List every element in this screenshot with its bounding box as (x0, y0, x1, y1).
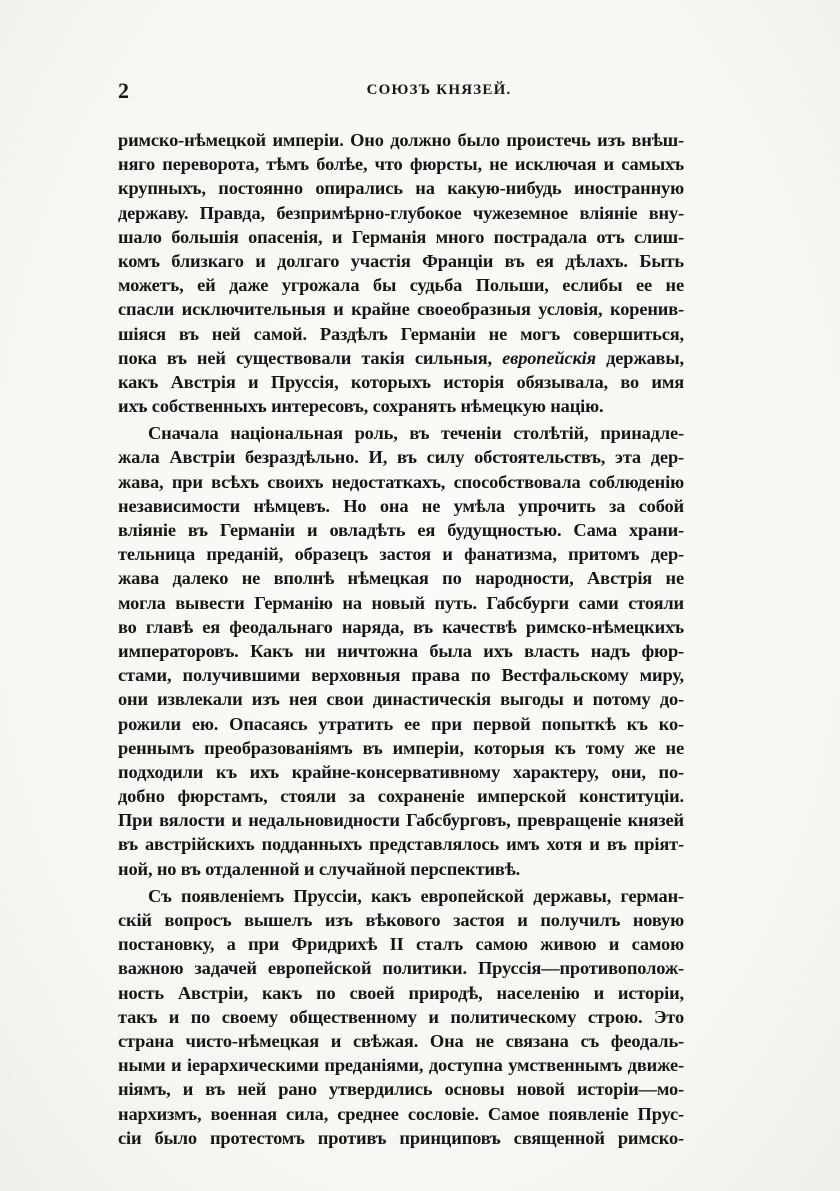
text-line: спасли исключительныя и крайне своеобразныя условія, коренив- (118, 299, 684, 320)
text-line: вліяніе въ Германіи и овладѣть ея будущностью. Сама храни- (118, 520, 684, 540)
paragraph-1 (118, 128, 684, 418)
paragraph-3 (118, 884, 684, 1150)
text-line: стами, получившими верховныя права по Вестфальскому миру, (118, 665, 684, 686)
text-line: такъ и по своему общественному и политическому строю. Это (118, 1006, 684, 1027)
text-line: жала Австріи безраздѣльно. И, въ силу обстоятельствъ, эта дер- (118, 447, 684, 468)
text-line: Сначала національная роль, въ теченіи столѣтій, принадле- (148, 423, 684, 444)
text-line: независимости нѣмцевъ. Но она не умѣла упрочить за собой (118, 495, 684, 516)
running-title: СОЮЗЪ КНЯЗЕЙ. (366, 82, 512, 98)
text-line: нархизмъ, военная сила, среднее сословіе. Самое появленіе Прус- (118, 1103, 684, 1124)
text-line: ихъ собственныхъ интересовъ, сохранять нѣмецкую націю. (118, 396, 604, 417)
text-line: какъ Австрія и Пруссія, которыхъ исторія обязывала, во имя (118, 371, 684, 392)
text-line: пока въ ней существовали такія сильныя, европейскія державы, (118, 347, 684, 368)
text-line: ніямъ, и въ ней рано утвердились основы новой исторіи—мо- (118, 1079, 684, 1100)
text-line: няго переворота, тѣмъ болѣе, что фюрсты, не исключая и самыхъ (118, 154, 684, 175)
text-line: При вялости и недальновидности Габсбурговъ, превращеніе князей (118, 810, 684, 831)
text-line: державу. Правда, безпримѣрно-глубокое чужеземное вліяніе вну- (118, 202, 684, 223)
text-line: могла вывести Германію на новый путь. Габсбурги сами стояли (118, 592, 684, 613)
text-line: императоровъ. Какъ ни ничтожна была ихъ власть надъ фюр- (118, 640, 684, 661)
text-line: реннымъ преобразованіямъ въ имперіи, которыя къ тому же не (118, 737, 684, 758)
text-line: въ австрійскихъ подданныхъ представлялось имъ хотя и въ пріят- (118, 834, 684, 855)
body-text (118, 128, 684, 1150)
text-line: ной, но въ отдаленной и случайной перспективѣ. (118, 858, 521, 879)
text-line: Съ появленіемъ Пруссіи, какъ европейской державы, герман- (148, 885, 684, 906)
text-line: тельница преданій, образецъ застоя и фанатизма, притомъ дер- (118, 544, 684, 565)
text-line: шіяся въ ней самой. Раздѣлъ Германіи не могъ совершиться, (118, 323, 684, 344)
text-line: сіи было протестомъ противъ принциповъ священной римско- (118, 1127, 684, 1148)
text-line: римско-нѣмецкой имперіи. Оно должно было проистечь изъ внѣш- (118, 130, 684, 150)
text-line: жава далеко не вполнѣ нѣмецкая по народности, Австрія не (118, 568, 684, 589)
text-line: страна чисто-нѣмецкая и свѣжая. Она не связана съ феодаль- (118, 1030, 684, 1051)
text-line: во главѣ ея феодальнаго наряда, въ качествѣ римско-нѣмецкихъ (118, 616, 684, 637)
text-line: постановку, а при Фридрихѣ II сталъ самою живою и самою (118, 934, 684, 955)
paragraph-2 (118, 421, 684, 881)
text-line: жава, при всѣхъ своихъ недостаткахъ, способствовала соблюденію (118, 471, 684, 492)
text-line: комъ близкаго и долгаго участія Франціи въ ея дѣлахъ. Быть (118, 250, 684, 271)
page-header (118, 78, 718, 104)
text-line: они извлекали изъ нея свои династическія выгоды и потому до- (118, 689, 684, 710)
text-line: ными и іерархическими преданіями, доступна умственнымъ движе- (118, 1055, 684, 1076)
text-line: можетъ, ей даже угрожала бы судьба Польши, еслибы ее не (118, 275, 684, 296)
text-line: добно фюрстамъ, стояли за сохраненіе имперской конституціи. (118, 786, 684, 807)
page-number: 2 (118, 78, 130, 103)
text-line: рожили ею. Опасаясь утратить ее при первой попыткѣ къ ко- (118, 713, 684, 734)
text-line: ность Австріи, какъ по своей природѣ, населенію и исторіи, (118, 982, 684, 1003)
text-line: шало большія опасенія, и Германія много пострадала отъ слиш- (118, 226, 684, 247)
emphasized-word: европейскія (502, 347, 596, 368)
text-line: скій вопросъ вышелъ изъ вѣкового застоя и получилъ новую (118, 910, 684, 930)
text-line: подходили къ ихъ крайне-консервативному характеру, они, по- (118, 761, 684, 782)
text-line: крупныхъ, постоянно опирались на какую-нибудь иностранную (118, 178, 684, 199)
text-line: важною задачей европейской политики. Пруссія—противополож- (118, 958, 684, 979)
